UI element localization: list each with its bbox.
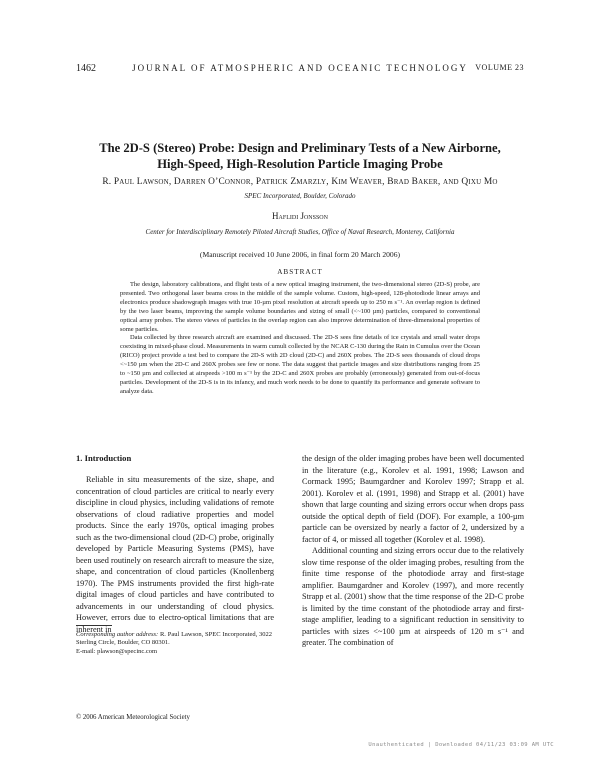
intro-paragraph-continued: the design of the older imaging probes have been well documented in the literature (e.g., Korolev et al. 1991, 1998; Lawson and Cormack 1995; Baumgardner and Korolev 1997; Strapp et al. 2001). Korolev et al. (1991, 1998) and Strapp et al. (2001) have shown that large counting and sizing errors occur when drops pass outside the optical depth of field (DOF). For example, a 100-µm particle can be oversized by nearly a factor of 2, undersized by a factor of 4, or missed all together (Korolev et al. 1998). <box>302 454 524 544</box>
footnote-address: R. Paul Lawson, SPEC Incorporated, 3022 Sterling Circle, Boulder, CO 80301. <box>76 631 272 647</box>
section-heading-introduction: 1. Introduction <box>76 453 132 463</box>
corresponding-author-footnote <box>76 631 272 656</box>
author-jonsson: Haflidi Jonsson <box>272 211 328 221</box>
footnote-email[interactable]: E-mail: plawson@specinc.com <box>76 647 158 655</box>
abstract-body <box>120 281 480 397</box>
abstract-heading: ABSTRACT <box>277 268 323 276</box>
volume-label: VOLUME 23 <box>475 63 524 72</box>
footnote-divider <box>76 625 112 626</box>
download-stamp: Unauthenticated | Downloaded 04/11/23 03:09 AM UTC <box>368 742 554 748</box>
intro-paragraph-1: Reliable in situ measurements of the size, shape, and concentration of cloud particles are critical to nearly every discipline in cloud physics, including validations of remote observations of cloud radiative properties and model products. Since the early 1970s, optical imaging probes such as the two-dimensional cloud (2D-C) probe, originally developed by Particle Measuring Systems (PMS), have been used routinely on research aircraft to measure the size, shape, and concentration of cloud particles (Knollenberg 1970). The PMS instruments provided the first high-rate digital images of cloud particles and have contributed to advancements in our understanding of cloud physics. However, errors due to electro-optical limitations that are inherent in <box>76 475 274 634</box>
journal-name: JOURNAL OF ATMOSPHERIC AND OCEANIC TECHNOLOGY <box>132 63 468 73</box>
copyright-notice: © 2006 American Meteorological Society <box>76 714 190 721</box>
page-number: 1462 <box>76 63 96 74</box>
title-line-2: High-Speed, High-Resolution Particle Imaging Probe <box>157 157 443 171</box>
manuscript-received: (Manuscript received 10 June 2006, in final form 20 March 2006) <box>199 250 401 259</box>
affiliation-cirpas: Center for Interdisciplinary Remotely Piloted Aircraft Studies, Office of Naval Research, Monterey, California <box>145 228 455 236</box>
right-column <box>302 453 524 649</box>
abstract-paragraph-1: The design, laboratory calibrations, and flight tests of a new optical imaging instrument, the two-dimensional stereo (2D-S) probe, are presented. Two orthogonal laser beams cross in the middle of the sample volume. Custom, high-speed, 128-photodiode linear arrays and electronics produce shadowgraph images with true 10-µm pixel resolution at aircraft speeds up to 250 m s⁻¹. An overlap region is defined by the two laser beams, improving the sample volume boundaries and sizing of small (<~100 µm) particles, compared to conventional optical array probes. The stereo views of particles in the overlap region can also improve determination of three-dimensional properties of some particles. <box>120 281 480 333</box>
intro-paragraph-2: Additional counting and sizing errors occur due to the relatively slow time response of the older imaging probes, resulting from the finite time response of the photodiode array and first-stage amplifier. Baumgardner and Korolev (1997), and more recently Strapp et al. (2001) show that the time response of the 2D-C probe is limited by the time constant of the photodiode array and first-stage amplifier, leading to a significant reduction in sensitivity to particles with sizes <~100 µm at airspeeds of 120 m s⁻¹ and greater. The combination of <box>302 546 524 647</box>
left-column <box>76 453 274 635</box>
author-list: R. Paul Lawson, Darren O’Connor, Patrick Zmarzly, Kim Weaver, Brad Baker, and Qixu Mo <box>102 177 498 187</box>
title-line-1: The 2D-S (Stereo) Probe: Design and Preliminary Tests of a New Airborne, <box>99 141 501 155</box>
running-head <box>76 63 524 77</box>
affiliation-spec: SPEC Incorporated, Boulder, Colorado <box>244 192 356 200</box>
article-title <box>60 140 540 172</box>
abstract-paragraph-2: Data collected by three research aircraft are examined and discussed. The 2D-S sees fine details of ice crystals and small water drops coexisting in mixed-phase cloud. Measurements in warm cumuli collected by the NCAR C-130 during the Rain in Cumulus over the Ocean (RICO) project provide a test bed to compare the 2D-S with 2D cloud (2D-C) and 260X probes. The 2D-S sees thousands of cloud drops <~150 µm when the 2D-C and 260X probes see few or none. The data suggest that particle images and size distributions ranging from 25 to ~150 µm and collected at airspeeds >100 m s⁻¹ by the 2D-C and 260X probes are probably (erroneously) generated from out-of-focus particles. Development of the 2D-S is in its infancy, and much work needs to be done to quantify its performance and generate software to analyze data. <box>120 334 480 395</box>
footnote-lead: Corresponding author address: <box>76 631 159 638</box>
